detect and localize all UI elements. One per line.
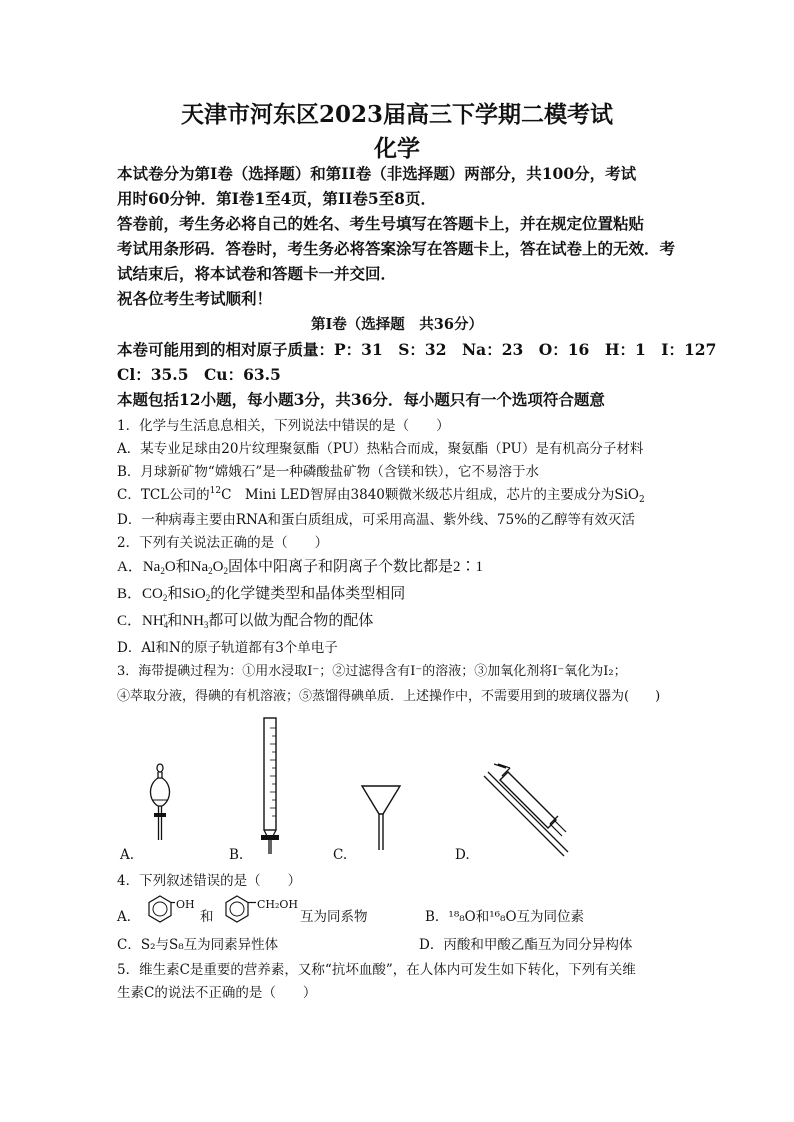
exam-subject: 化学	[374, 135, 420, 162]
q1-stem: 1．化学与生活息息相关，下列说法中错误的是（ ）	[117, 418, 450, 434]
q4-a-ch2oh: CH₂OH	[257, 898, 299, 911]
q2-c-sup: +	[162, 611, 168, 621]
q2-option-d: D．Al和N的原子轨道都有3个单电子	[117, 640, 338, 656]
q2-a-sub1: 2	[160, 566, 165, 576]
q3-option-a-label: A.	[120, 847, 135, 863]
q1-option-a: A．某专业足球由20片纹理聚氨酯（PU）热粘合而成，聚氨酯（PU）是有机高分子材料	[117, 441, 644, 457]
q1-option-c	[117, 483, 645, 503]
q2-option-c	[117, 609, 373, 630]
section-rule: 本题包括12小题，每小题3分，共36分．每小题只有一个选项符合题意	[117, 390, 605, 409]
q2-b-sub2: 2	[205, 593, 211, 603]
exam-title: 天津市河东区2023届高三下学期二模考试	[180, 101, 613, 128]
q1-option-d: D．一种病毒主要由RNA和蛋白质组成，可采用高温、紫外线、75%的乙醇等有效灭活	[117, 512, 636, 528]
q2-c-sub2: 3	[203, 620, 209, 630]
phenol-ring-icon	[145, 894, 175, 924]
q2-b-mid: 和SiO	[167, 586, 206, 602]
condenser-icon	[484, 766, 574, 860]
q3-option-c-label: C.	[333, 847, 348, 863]
q2-b-sub1: 2	[162, 593, 168, 603]
instructions-line-1: 本试卷分为第I卷（选择题）和第II卷（非选择题）两部分，共100分，考试	[117, 164, 637, 183]
q1-option-b: B．月球新矿物“嫦娥石”是一种磷酸盐矿物（含镁和铁），它不易溶于水	[117, 464, 539, 480]
q5-stem-line-2: 生素C的说法不正确的是（ ）	[117, 985, 317, 1001]
q4-option-b: B．¹⁸₈O和¹⁶₈O互为同位素	[425, 909, 585, 925]
section-title: 第I卷（选择题 共36分）	[311, 316, 483, 333]
q1-c-mid: C Mini LED智屏由3840颗微米级芯片组成，芯片的主要成分为SiO	[221, 487, 639, 503]
q2-stem: 2．下列有关说法正确的是（ ）	[117, 535, 329, 551]
q2-c-mid: 和NH	[167, 613, 204, 629]
benzyl-alcohol-ring-icon	[222, 894, 256, 924]
q2-a-pre: A．Na	[117, 559, 161, 575]
q4-a-and: 和	[200, 909, 214, 925]
q2-b-post: 的化学键类型和晶体类型相同	[210, 586, 406, 602]
q2-c-sub: 4	[163, 620, 169, 630]
q4-option-d: D．丙酸和甲酸乙酯互为同分异构体	[419, 937, 633, 953]
q2-c-post: 都可以做为配合物的配体	[208, 613, 374, 629]
q4-option-c: C．S₂与S₈互为同素异性体	[117, 937, 279, 953]
burette-icon	[255, 716, 285, 858]
instructions-line-3: 答卷前，考生务必将自己的姓名、考生号填写在答题卡上，并在规定位置粘贴	[117, 214, 645, 233]
q3-stem-line-2: ④萃取分液，得碘的有机溶液；⑤蒸馏得碘单质．上述操作中，不需要用到的玻璃仪器为( )	[117, 689, 661, 704]
q3-option-d-label: D.	[455, 847, 470, 863]
q2-a-sub2: 2	[208, 566, 213, 576]
q2-option-b	[117, 582, 405, 603]
separatory-funnel-icon	[140, 762, 180, 862]
instructions-line-6: 祝各位考生考试顺利！	[117, 289, 273, 308]
q2-a-post: 固体中阳离子和阴离子个数比都是2∶1	[228, 559, 484, 575]
q4-a-post: 互为同系物	[300, 909, 368, 925]
q4-stem: 4．下列叙述错误的是（ ）	[117, 873, 302, 889]
instructions-line-2: 用时60分钟．第I卷1至4页，第II卷5至8页．	[117, 189, 436, 208]
atomic-mass-line-2: Cl：35.5 Cu：63.5	[117, 365, 281, 384]
q1-c-sup: 12	[209, 486, 222, 496]
q1-c-pre: C．TCL公司的	[117, 487, 210, 503]
q2-a-mid2: O	[212, 559, 224, 575]
q2-b-pre: B．CO	[117, 586, 163, 602]
q4-option-a-label: A．	[117, 909, 141, 925]
q1-c-sub: 2	[639, 495, 645, 505]
q3-option-b-label: B.	[229, 847, 244, 863]
q2-option-a	[117, 555, 483, 576]
q4-a-oh: OH	[176, 898, 195, 911]
q3-stem-line-1: 3．海带提碘过程为：①用水浸取I⁻；②过滤得含有I⁻的溶液；③加氧化剂将I⁻氧化为I₂；	[117, 664, 627, 679]
atomic-mass-line-1: 本卷可能用到的相对原子质量：P：31 S：32 Na：23 O：16 H：1 I：127	[117, 340, 717, 359]
instructions-line-5: 试结束后，将本试卷和答题卡一并交回．	[117, 264, 397, 283]
q5-stem-line-1: 5．维生素C是重要的营养素，又称“抗坏血酸”，在人体内可发生如下转化，下列有关维	[117, 962, 636, 978]
instructions-line-4: 考试用条形码．答卷时，考生务必将答案涂写在答题卡上，答在试卷上的无效．考	[117, 239, 676, 258]
q2-c-pre: C．NH	[117, 613, 164, 629]
q2-a-mid1: O和Na	[164, 559, 209, 575]
funnel-icon	[360, 784, 402, 854]
q2-a-sub3: 2	[223, 566, 228, 576]
